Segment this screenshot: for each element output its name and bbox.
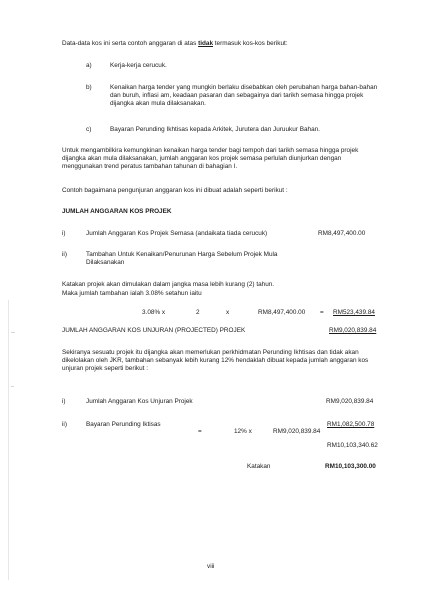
item-marker: i) <box>62 398 66 405</box>
final-amount: RM10,103,300.00 <box>325 463 376 470</box>
item-amount: RM9,020,839.84 <box>326 398 374 405</box>
calc-base: RM9,020,839.84 <box>273 428 321 435</box>
item-marker: i) <box>62 230 66 237</box>
final-label: Katakan <box>247 463 271 470</box>
list-marker: a) <box>86 62 92 69</box>
list-item-text: Kerja-kerja cerucuk. <box>110 62 167 69</box>
note-line: Katakan projek akan dimulakan dalam jangka masa lebih kurang (2) tahun. <box>62 281 275 288</box>
intro-paragraph <box>62 40 288 48</box>
margin-mark <box>11 386 14 387</box>
scan-edge-line <box>8 300 9 580</box>
item-text: Jumlah Anggaran Kos Unjuran Projek <box>86 398 193 405</box>
example-paragraph: Contoh bagaimana pengunjuran anggaran kos ini dibuat adalah seperti berikut : <box>62 187 288 194</box>
list-marker: b) <box>86 84 92 91</box>
calc-rate: 3.08% x <box>142 309 166 316</box>
intro-text-end: termasuk kos-kos berikut: <box>213 40 288 47</box>
list-item-text: Bayaran Perunding Ikhtisas kepada Arkitek, Jurutera dan Juruukur Bahan. <box>110 126 320 133</box>
item-text: Jumlah Anggaran Kos Projek Semasa (andaikata tiada cerucuk) <box>86 230 268 237</box>
calc-multiply: x <box>226 309 230 316</box>
projected-total-label: JUMLAH ANGGARAN KOS UNJURAN (PROJECTED) PROJEK <box>62 327 246 334</box>
intro-emphasis: tidak <box>198 40 213 47</box>
margin-mark <box>11 332 15 333</box>
item-text: Bayaran Perunding Iktisas <box>86 421 161 428</box>
projected-total-amount: RM9,020,839.84 <box>329 327 377 334</box>
intro-text: Data-data kos ini serta contoh anggaran di atas <box>62 40 199 47</box>
forecast-paragraph: Untuk mengambilkira kemungkinan kenaikan harga tender bagi tempoh dari tarikh semasa hingga projek dijangka akan mula dilaksanakan, jumlah anggaran kos projek semasa perlulah diunjurkan dengan menggunakan trend peratus tambahan tahunan di bahagian I. <box>62 147 359 171</box>
calc-rate: 12% x <box>234 428 252 435</box>
subtotal-amount: RM10,103,340.62 <box>327 442 378 449</box>
item-marker: ii) <box>62 251 67 258</box>
calc-equals: = <box>198 428 202 435</box>
note-line: Maka jumlah tambahan ialah 3.08% setahun iaitu <box>62 290 202 297</box>
calc-result: RM523,439.84 <box>333 309 375 316</box>
calc-years: 2 <box>196 309 200 316</box>
item-amount: RM8,497,400.00 <box>318 230 366 237</box>
section-heading: JUMLAH ANGGARAN KOS PROJEK <box>62 208 172 215</box>
item-amount: RM1,082,500.78 <box>327 421 375 428</box>
list-item-text: Kenaikan harga tender yang mungkin berlaku disebabkan oleh perubahan harga bahan-bahan dan buruh, inflasi am, keadaan pasaran dan sebagainya dari tarikh semasa hingga projek dijangka akan mula dilaksanakan. <box>110 84 378 108</box>
item-marker: ii) <box>62 421 67 428</box>
calc-base: RM8,497,400.00 <box>258 309 306 316</box>
item-text: Tambahan Untuk Kenaikan/Penurunan Harga Sebelum Projek Mula Dilaksanakan <box>86 251 278 267</box>
page-number: viii <box>207 563 215 570</box>
list-marker: c) <box>86 126 92 133</box>
calc-equals: = <box>320 309 324 316</box>
consultant-paragraph: Sekiranya sesuatu projek itu dijangka akan memerlukan perkhidmatan Perunding Ikhtisas dan tidak akan dikelolakan oleh JKR, tambahan sebanyak lebih kurang 12% hendaklah dibuat kepada jumlah anggaran kos unjuran projek seperti berikut : <box>62 349 369 373</box>
